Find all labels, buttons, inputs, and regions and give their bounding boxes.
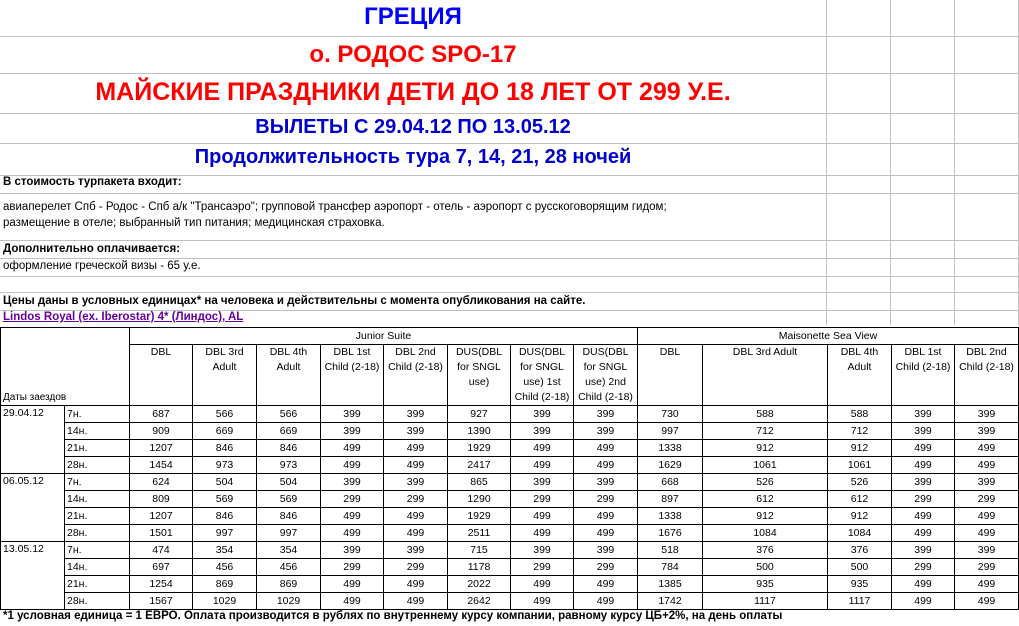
price-cell: 1061 — [828, 457, 892, 474]
price-cell: 499 — [384, 440, 448, 457]
column-header: DBL 2nd Child (2-18) — [384, 345, 448, 406]
nights-cell: 7н. — [65, 474, 130, 491]
table-row — [1, 457, 1019, 474]
grid-vline — [890, 0, 891, 325]
price-cell: 624 — [130, 474, 193, 491]
price-cell: 715 — [448, 542, 511, 559]
price-cell: 712 — [828, 423, 892, 440]
price-cell: 399 — [892, 406, 955, 423]
price-cell: 935 — [703, 576, 828, 593]
price-cell: 1029 — [193, 593, 257, 610]
price-cell: 399 — [384, 406, 448, 423]
price-cell: 456 — [193, 559, 257, 576]
price-cell: 612 — [703, 491, 828, 508]
price-cell: 912 — [703, 440, 828, 457]
price-cell: 399 — [574, 423, 638, 440]
price-cell: 973 — [193, 457, 257, 474]
price-cell: 784 — [638, 559, 703, 576]
price-cell: 399 — [955, 423, 1019, 440]
price-cell: 499 — [955, 508, 1019, 525]
nights-cell: 7н. — [65, 406, 130, 423]
date-cell-empty — [1, 525, 65, 542]
grid-hline — [0, 113, 1019, 114]
price-cell: 1742 — [638, 593, 703, 610]
price-cell: 668 — [638, 474, 703, 491]
price-cell: 299 — [511, 559, 574, 576]
price-cell: 1084 — [703, 525, 828, 542]
price-cell: 2642 — [448, 593, 511, 610]
grid-hline — [0, 276, 1019, 277]
price-cell: 499 — [511, 576, 574, 593]
footnote: *1 условная единица = 1 ЕВРО. Оплата производится в рублях по внутреннему курсу компании, равному курсу ЦБ+2%, на день оплаты — [3, 610, 783, 622]
price-cell: 2022 — [448, 576, 511, 593]
price-cell: 399 — [321, 474, 384, 491]
price-cell: 399 — [955, 542, 1019, 559]
column-header: DUS(DBL for SNGL use) 2nd Child (2-18) — [574, 345, 638, 406]
price-cell: 354 — [257, 542, 321, 559]
price-cell: 499 — [384, 457, 448, 474]
date-cell-empty — [1, 576, 65, 593]
price-cell: 376 — [703, 542, 828, 559]
included-heading: В стоимость турпакета входит: — [3, 176, 182, 188]
price-cell: 846 — [257, 508, 321, 525]
price-cell: 669 — [193, 423, 257, 440]
price-cell: 399 — [321, 542, 384, 559]
price-cell: 687 — [130, 406, 193, 423]
price-cell: 2417 — [448, 457, 511, 474]
price-cell: 399 — [574, 474, 638, 491]
price-cell: 1929 — [448, 508, 511, 525]
price-cell: 500 — [828, 559, 892, 576]
price-cell: 912 — [828, 508, 892, 525]
price-cell: 399 — [955, 406, 1019, 423]
price-cell: 566 — [193, 406, 257, 423]
price-cell: 1084 — [828, 525, 892, 542]
title-promo: МАЙСКИЕ ПРАЗДНИКИ ДЕТИ ДО 18 ЛЕТ ОТ 299 У.Е. — [0, 78, 826, 107]
price-cell: 1567 — [130, 593, 193, 610]
price-cell: 997 — [638, 423, 703, 440]
price-cell: 499 — [955, 440, 1019, 457]
price-cell: 997 — [193, 525, 257, 542]
price-cell: 569 — [193, 491, 257, 508]
table-row — [1, 576, 1019, 593]
title-country: ГРЕЦИЯ — [0, 3, 826, 31]
title-island: о. РОДОС SPO-17 — [0, 41, 826, 69]
price-cell: 399 — [955, 474, 1019, 491]
price-cell: 566 — [257, 406, 321, 423]
extra-heading: Дополнительно оплачивается: — [3, 243, 181, 255]
table-row — [1, 593, 1019, 610]
price-cell: 399 — [511, 474, 574, 491]
price-cell: 399 — [892, 474, 955, 491]
price-cell: 500 — [703, 559, 828, 576]
price-cell: 912 — [828, 440, 892, 457]
table-row — [1, 440, 1019, 457]
column-header: DBL — [638, 345, 703, 406]
price-cell: 299 — [574, 491, 638, 508]
title-duration: Продолжительность тура 7, 14, 21, 28 ночей — [0, 146, 826, 169]
price-cell: 399 — [384, 542, 448, 559]
price-cell: 1290 — [448, 491, 511, 508]
table-row — [1, 491, 1019, 508]
hotel-link[interactable]: Lindos Royal (ex. Iberostar) 4* (Линдос), AL — [3, 311, 244, 323]
price-cell: 499 — [321, 457, 384, 474]
price-cell: 499 — [321, 576, 384, 593]
price-cell: 299 — [511, 491, 574, 508]
price-cell: 1207 — [130, 440, 193, 457]
price-cell: 897 — [638, 491, 703, 508]
price-cell: 499 — [574, 508, 638, 525]
price-cell: 865 — [448, 474, 511, 491]
date-cell-empty — [1, 508, 65, 525]
price-cell: 474 — [130, 542, 193, 559]
nights-cell: 28н. — [65, 593, 130, 610]
price-cell: 1501 — [130, 525, 193, 542]
price-cell: 518 — [638, 542, 703, 559]
table-row — [1, 406, 1019, 423]
price-cell: 499 — [321, 440, 384, 457]
table-row — [1, 423, 1019, 440]
price-cell: 499 — [384, 508, 448, 525]
grid-hline — [0, 193, 1019, 194]
price-cell: 499 — [321, 525, 384, 542]
price-cell: 1454 — [130, 457, 193, 474]
prices-note: Цены даны в условных единицах* на человека и действительны с момента опубликования на сайте. — [3, 295, 586, 307]
price-cell: 1338 — [638, 440, 703, 457]
price-cell: 499 — [955, 593, 1019, 610]
price-cell: 504 — [257, 474, 321, 491]
grid-hline — [0, 143, 1019, 144]
date-header-label: Даты заездов — [3, 392, 67, 403]
price-cell: 299 — [955, 559, 1019, 576]
price-cell: 299 — [384, 491, 448, 508]
price-cell: 299 — [955, 491, 1019, 508]
price-cell: 499 — [574, 525, 638, 542]
price-cell: 499 — [574, 440, 638, 457]
price-cell: 1390 — [448, 423, 511, 440]
price-cell: 399 — [511, 406, 574, 423]
table-row — [1, 559, 1019, 576]
column-header: DBL — [130, 345, 193, 406]
table-row — [1, 542, 1019, 559]
price-cell: 588 — [703, 406, 828, 423]
price-cell: 973 — [257, 457, 321, 474]
price-cell: 399 — [892, 542, 955, 559]
price-cell: 669 — [257, 423, 321, 440]
price-cell: 712 — [703, 423, 828, 440]
price-cell: 399 — [511, 423, 574, 440]
price-cell: 499 — [955, 576, 1019, 593]
price-cell: 1117 — [828, 593, 892, 610]
nights-cell: 14н. — [65, 491, 130, 508]
column-header: DBL 1st Child (2-18) — [321, 345, 384, 406]
price-cell: 1385 — [638, 576, 703, 593]
price-cell: 499 — [321, 593, 384, 610]
price-cell: 846 — [193, 440, 257, 457]
column-header: DBL 3rd Adult — [193, 345, 257, 406]
price-cell: 1338 — [638, 508, 703, 525]
date-cell-empty — [1, 457, 65, 474]
price-cell: 499 — [892, 508, 955, 525]
price-cell: 499 — [574, 593, 638, 610]
price-cell: 499 — [574, 457, 638, 474]
price-cell: 499 — [955, 457, 1019, 474]
price-cell: 499 — [892, 525, 955, 542]
price-cell: 526 — [703, 474, 828, 491]
price-cell: 299 — [321, 559, 384, 576]
price-cell: 1117 — [703, 593, 828, 610]
table-row — [1, 508, 1019, 525]
price-cell: 927 — [448, 406, 511, 423]
grid-vline — [954, 0, 955, 325]
grid-hline — [0, 73, 1019, 74]
date-cell-empty — [1, 559, 65, 576]
grid-vline — [826, 0, 827, 325]
price-cell: 809 — [130, 491, 193, 508]
extra-line-1: оформление греческой визы - 65 у.е. — [3, 260, 201, 272]
price-cell: 499 — [384, 525, 448, 542]
column-header: DBL 4th Adult — [828, 345, 892, 406]
price-cell: 499 — [511, 525, 574, 542]
column-header: DBL 2nd Child (2-18) — [955, 345, 1019, 406]
price-cell: 1629 — [638, 457, 703, 474]
price-cell: 499 — [892, 440, 955, 457]
price-cell: 499 — [511, 593, 574, 610]
price-cell: 399 — [384, 474, 448, 491]
price-cell: 730 — [638, 406, 703, 423]
grid-hline — [0, 36, 1019, 37]
price-cell: 1178 — [448, 559, 511, 576]
price-cell: 499 — [892, 457, 955, 474]
price-cell: 299 — [384, 559, 448, 576]
nights-cell: 14н. — [65, 423, 130, 440]
date-cell-empty — [1, 593, 65, 610]
price-cell: 588 — [828, 406, 892, 423]
price-cell: 997 — [257, 525, 321, 542]
price-cell: 869 — [257, 576, 321, 593]
price-cell: 1029 — [257, 593, 321, 610]
table-row — [1, 525, 1019, 542]
price-cell: 569 — [257, 491, 321, 508]
nights-cell: 21н. — [65, 576, 130, 593]
price-cell: 2511 — [448, 525, 511, 542]
nights-cell: 21н. — [65, 440, 130, 457]
price-cell: 399 — [321, 423, 384, 440]
price-cell: 1676 — [638, 525, 703, 542]
price-cell: 499 — [384, 593, 448, 610]
price-cell: 612 — [828, 491, 892, 508]
date-cell-empty — [1, 491, 65, 508]
price-cell: 299 — [892, 559, 955, 576]
price-cell: 399 — [384, 423, 448, 440]
price-cell: 456 — [257, 559, 321, 576]
price-cell: 499 — [511, 508, 574, 525]
price-cell: 1929 — [448, 440, 511, 457]
price-cell: 399 — [892, 423, 955, 440]
date-cell-empty — [1, 423, 65, 440]
nights-cell: 28н. — [65, 457, 130, 474]
price-table — [0, 327, 1019, 610]
price-cell: 399 — [511, 542, 574, 559]
price-cell: 399 — [321, 406, 384, 423]
column-header: DBL 3rd Adult — [703, 345, 828, 406]
nights-cell: 7н. — [65, 542, 130, 559]
column-header: DBL 4th Adult — [257, 345, 321, 406]
price-cell: 846 — [257, 440, 321, 457]
price-cell: 846 — [193, 508, 257, 525]
included-line-1: авиаперелет Спб - Родос - Спб а/к "Трансаэро"; групповой трансфер аэропорт - отель - аэропорт с русскоговорящим гидом; — [3, 201, 667, 213]
price-cell: 499 — [574, 576, 638, 593]
price-cell: 499 — [321, 508, 384, 525]
title-departures: ВЫЛЕТЫ С 29.04.12 ПО 13.05.12 — [0, 116, 826, 139]
group-maisonette: Maisonette Sea View — [638, 328, 1019, 345]
price-cell: 499 — [955, 525, 1019, 542]
price-cell: 376 — [828, 542, 892, 559]
price-cell: 499 — [892, 576, 955, 593]
nights-cell: 14н. — [65, 559, 130, 576]
price-cell: 299 — [321, 491, 384, 508]
price-cell: 499 — [384, 576, 448, 593]
column-header: DBL 1st Child (2-18) — [892, 345, 955, 406]
price-cell: 499 — [511, 440, 574, 457]
date-header-cell — [1, 328, 130, 406]
price-cell: 1207 — [130, 508, 193, 525]
column-header: DUS(DBL for SNGL use) 1st Child (2-18) — [511, 345, 574, 406]
date-cell: 06.05.12 — [1, 474, 65, 491]
price-cell: 526 — [828, 474, 892, 491]
price-cell: 499 — [511, 457, 574, 474]
date-cell-empty — [1, 440, 65, 457]
grid-hline — [0, 292, 1019, 293]
price-cell: 912 — [703, 508, 828, 525]
table-row — [1, 474, 1019, 491]
price-cell: 299 — [892, 491, 955, 508]
nights-cell: 21н. — [65, 508, 130, 525]
included-line-2: размещение в отеле; выбранный тип питания; медицинская страховка. — [3, 217, 385, 229]
grid-hline — [0, 240, 1019, 241]
date-cell: 13.05.12 — [1, 542, 65, 559]
price-cell: 299 — [574, 559, 638, 576]
price-cell: 499 — [892, 593, 955, 610]
price-cell: 399 — [574, 406, 638, 423]
price-cell: 869 — [193, 576, 257, 593]
price-cell: 909 — [130, 423, 193, 440]
grid-hline — [0, 258, 1019, 259]
price-cell: 1061 — [703, 457, 828, 474]
price-cell: 935 — [828, 576, 892, 593]
nights-cell: 28н. — [65, 525, 130, 542]
price-cell: 1254 — [130, 576, 193, 593]
price-cell: 697 — [130, 559, 193, 576]
column-header: DUS(DBL for SNGL use) — [448, 345, 511, 406]
group-junior-suite: Junior Suite — [130, 328, 638, 345]
price-cell: 504 — [193, 474, 257, 491]
date-cell: 29.04.12 — [1, 406, 65, 423]
price-cell: 399 — [574, 542, 638, 559]
price-cell: 354 — [193, 542, 257, 559]
